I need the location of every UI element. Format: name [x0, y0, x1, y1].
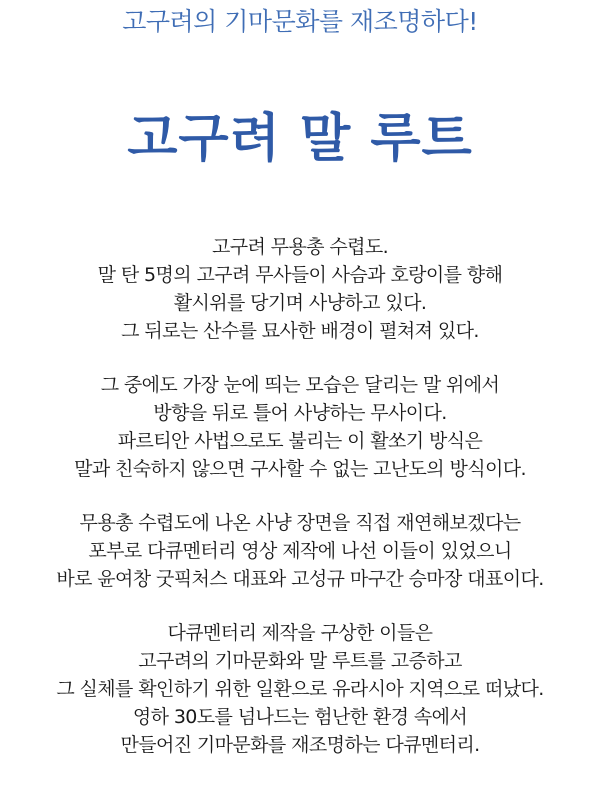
text-line: 파르티안 사법으로도 불리는 이 활쏘기 방식은: [117, 430, 483, 452]
text-line: 고구려 무용총 수렵도.: [211, 236, 389, 258]
text-line: 바로 윤여창 굿픽처스 대표와 고성규 마구간 승마장 대표이다.: [56, 568, 544, 590]
text-line: 그 뒤로는 산수를 묘사한 배경이 펼쳐져 있다.: [121, 320, 479, 342]
text-line: 무용총 수렵도에 나온 사냥 장면을 직접 재연해보겠다는: [79, 512, 521, 534]
text-line: 활시위를 당기며 사냥하고 있다.: [173, 292, 427, 314]
paragraph-3: [0, 509, 600, 593]
text-line: 포부로 다큐멘터리 영상 제작에 나선 이들이 있었으니: [88, 540, 512, 562]
text-line: 그 실체를 확인하기 위한 일환으로 유라시아 지역으로 떠났다.: [56, 678, 544, 700]
text-line: 말과 친숙하지 않으면 구사할 수 없는 고난도의 방식이다.: [74, 458, 526, 480]
article-body: [0, 233, 600, 785]
paragraph-4: [0, 619, 600, 759]
text-line: 그 중에도 가장 눈에 띄는 모습은 달리는 말 위에서: [100, 374, 500, 396]
text-line: 방향을 뒤로 틀어 사냥하는 무사이다.: [153, 402, 447, 424]
text-line: 말 탄 5명의 고구려 무사들이 사슴과 호랑이를 향해: [97, 264, 503, 286]
text-line: 고구려의 기마문화와 말 루트를 고증하고: [138, 650, 462, 672]
text-line: 영하 30도를 넘나드는 험난한 환경 속에서: [132, 706, 468, 728]
text-line: 만들어진 기마문화를 재조명하는 다큐멘터리.: [120, 734, 480, 756]
text-line: 다큐멘터리 제작을 구상한 이들은: [167, 622, 433, 644]
page-subtitle: 고구려의 기마문화를 재조명하다!: [122, 7, 478, 36]
paragraph-1: [0, 233, 600, 345]
paragraph-2: [0, 371, 600, 483]
page-title: 고구려 말 루트: [127, 109, 473, 169]
